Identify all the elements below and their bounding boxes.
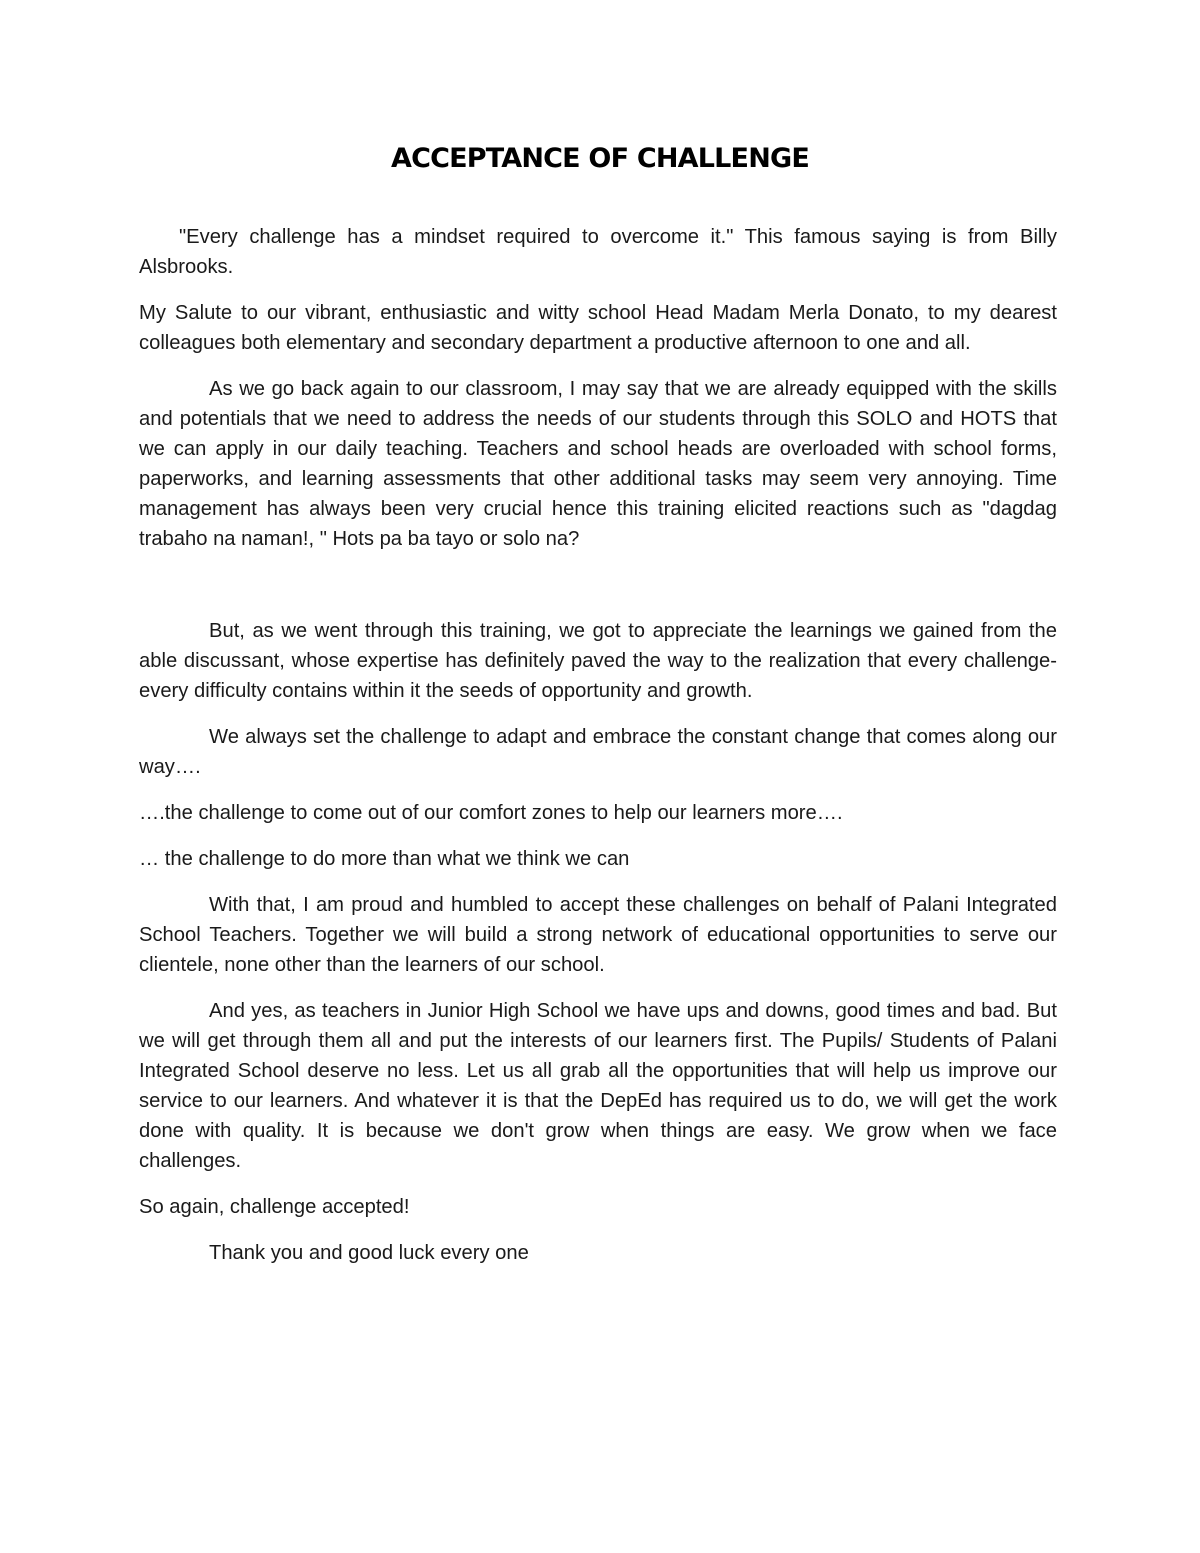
paragraph-spacer (139, 570, 1057, 616)
paragraph-comfort-zones: ….the challenge to come out of our comfort zones to help our learners more…. (139, 802, 843, 824)
paragraph-accept: With that, I am proud and humbled to accept these challenges on behalf of Palani Integrated School Teachers. Together we will build a strong network of educational opportunities to serve our clientele, none other than the learners of our school. (139, 894, 1057, 976)
paragraph-challenge-accepted: So again, challenge accepted! (139, 1196, 410, 1218)
document-body (139, 222, 1057, 1284)
paragraph-classroom: As we go back again to our classroom, I may say that we are already equipped with the skills and potentials that we need to address the needs of our students through this SOLO and HOTS that we can apply in our daily teaching. Teachers and school heads are overloaded with school forms, paperworks, and learning assessments that other additional tasks may seem very annoying. Time management has always been very crucial hence this training elicited reactions such as "dagdag trabaho na naman!, " Hots pa ba tayo or solo na? (139, 378, 1057, 550)
paragraph-do-more: … the challenge to do more than what we think we can (139, 848, 630, 870)
paragraph-salute: My Salute to our vibrant, enthusiastic and witty school Head Madam Merla Donato, to my dearest colleagues both elementary and secondary department a productive afternoon to one and all. (139, 302, 1057, 354)
paragraph-ups-downs: And yes, as teachers in Junior High School we have ups and downs, good times and bad. But we will get through them all and put the interests of our learners first. The Pupils/ Students of Palani Integrated School deserve no less. Let us all grab all the opportunities that will help us improve our service to our learners. And whatever it is that the DepEd has required us to do, we will get the work done with quality. It is because we don't grow when things are easy. We grow when we face challenges. (139, 1000, 1057, 1172)
paragraph-quote: "Every challenge has a mindset required to overcome it." This famous saying is from Billy Alsbrooks. (139, 226, 1057, 278)
paragraph-adapt: We always set the challenge to adapt and embrace the constant change that comes along our way…. (139, 726, 1057, 778)
document-title: ACCEPTANCE OF CHALLENGE (391, 143, 809, 174)
paragraph-thank-you: Thank you and good luck every one (209, 1242, 529, 1264)
paragraph-training: But, as we went through this training, we got to appreciate the learnings we gained from the able discussant, whose expertise has definitely paved the way to the realization that every challenge-every difficulty contains within it the seeds of opportunity and growth. (139, 620, 1057, 702)
